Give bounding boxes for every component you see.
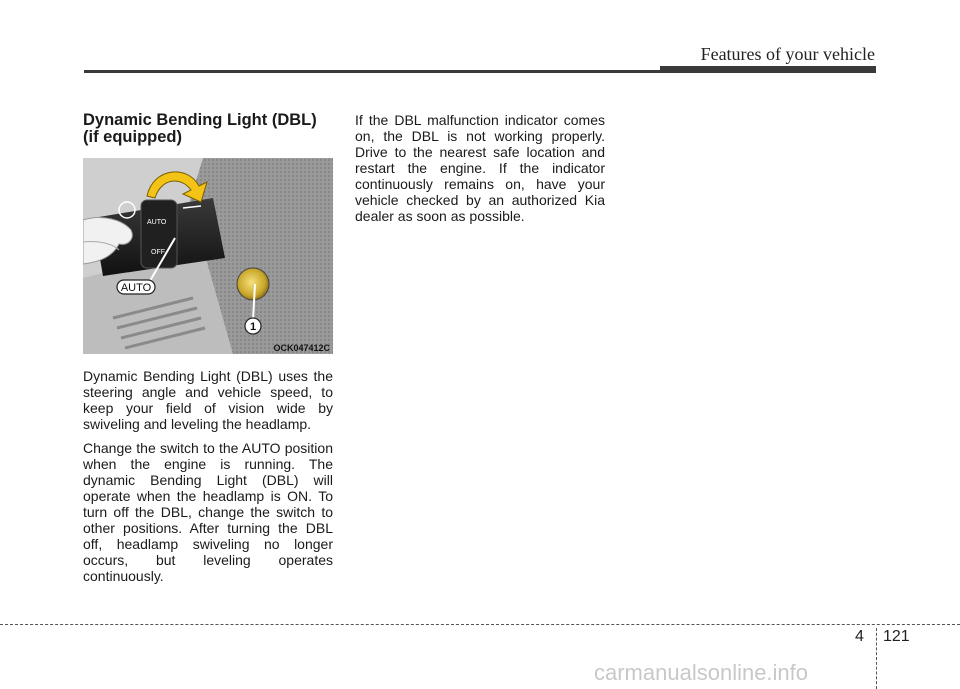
footer-rule <box>0 624 960 625</box>
paragraph-dbl-malfunction: If the DBL malfunction indicator comes on, the DBL is not working properly. Drive to the nearest safe location and restart the engine. If the indicator continuously remains on, have your vehicle checked by an authorized Kia dealer as soon as possible. <box>355 112 605 224</box>
right-column <box>355 112 605 232</box>
paragraph-dbl-operation: Change the switch to the AUTO position when the engine is running. The dynamic Bending Light (DBL) will operate when the headlamp is ON. To turn off the DBL, change the switch to other positions. After turning the DBL off, headlamp swiveling no longer occurs, but leveling operates continuously. <box>83 440 333 584</box>
lighting-switch-illustration <box>83 158 333 354</box>
svg-text:AUTO: AUTO <box>147 219 167 226</box>
chapter-number: 4 <box>855 628 864 645</box>
dbl-switch-figure <box>83 158 333 354</box>
auto-label: AUTO <box>120 282 152 294</box>
paragraph-dbl-description: Dynamic Bending Light (DBL) uses the steering angle and vehicle speed, to keep your field of vision wide by swiveling and leveling the headlamp. <box>83 368 333 432</box>
section-heading <box>83 112 333 146</box>
page-number: 121 <box>883 628 910 645</box>
header-rule-accent <box>660 66 876 72</box>
header-title: Features of your vehicle <box>700 44 875 64</box>
callout-number: 1 <box>249 321 257 333</box>
figure-code: OCK047412C <box>273 343 330 353</box>
footer-divider <box>876 628 877 689</box>
left-column <box>83 112 333 592</box>
heading-line-2: (if equipped) <box>83 128 182 146</box>
off-label: OFF <box>151 249 165 256</box>
watermark: carmanualsonline.info <box>594 660 809 685</box>
heading-line-1: Dynamic Bending Light (DBL) <box>83 111 317 129</box>
